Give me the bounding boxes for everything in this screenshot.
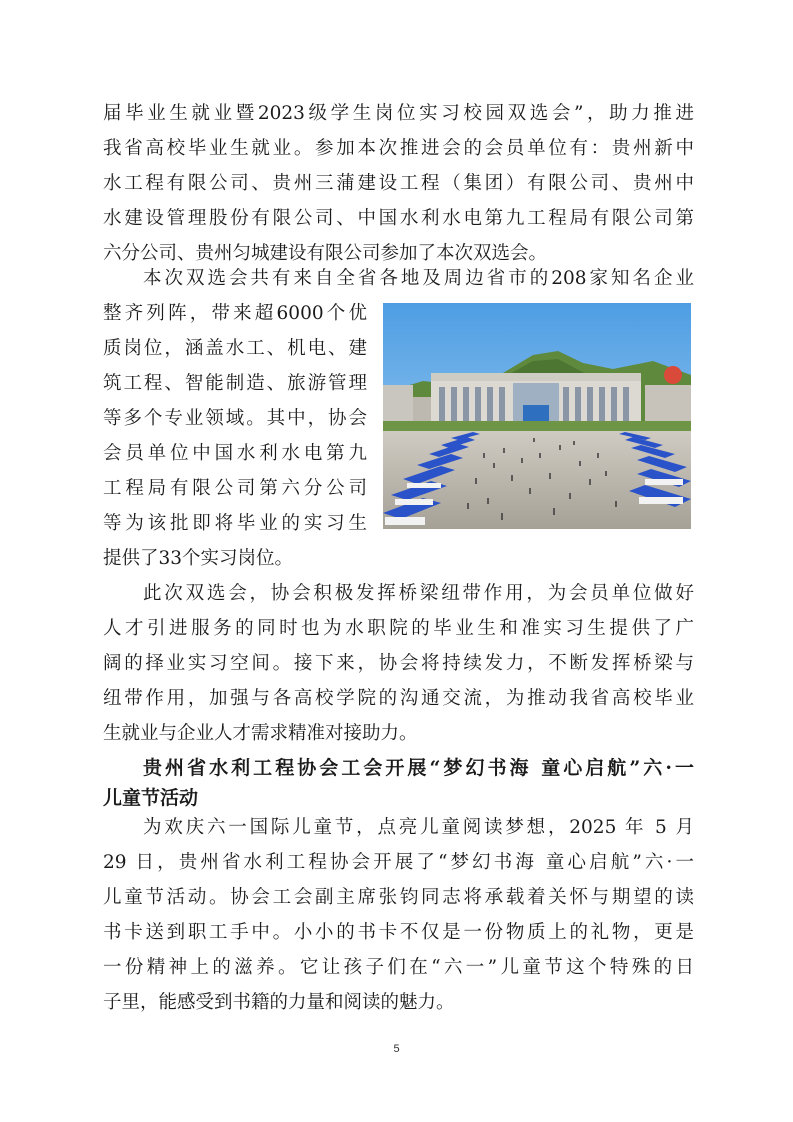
body-text-line: 六分公司、贵州匀城建设有限公司参加了本次双选会。 [103, 243, 548, 264]
body-text-line: 子里，能感受到书籍的力量和阅读的魅力。 [103, 992, 455, 1013]
body-text-line: 等为该批即将毕业的实习生 [103, 513, 367, 534]
body-text-line: 水建设管理股份有限公司、中国水利水电第九工程局有限公司第 [103, 208, 694, 229]
body-text-line: 筑工程、智能制造、旅游管理 [103, 373, 367, 394]
body-text-line: 此次双选会，协会积极发挥桥梁纽带作用，为会员单位做好 [143, 583, 694, 604]
body-text-line: 生就业与企业人才需求精准对接助力。 [103, 723, 418, 744]
body-text-line: 书卡送到职工手中。小小的书卡不仅是一份物质上的礼物，更是 [103, 922, 694, 943]
body-text-line: 29 日，贵州省水利工程协会开展了“梦幻书海 童心启航”六·一 [103, 852, 694, 873]
body-text-line: 工程局有限公司第六分公司 [103, 478, 367, 499]
body-text-line: 水工程有限公司、贵州三蒲建设工程（集团）有限公司、贵州中 [103, 173, 694, 194]
body-text-line: 届毕业生就业暨2023级学生岗位实习校园双选会”，助力推进 [103, 103, 694, 124]
body-text-line: 儿童节活动。协会工会副主席张钧同志将承载着关怀与期望的读 [103, 887, 694, 908]
job-fair-photo [383, 303, 691, 529]
section-heading-line2: 儿童节活动 [103, 787, 199, 809]
body-text-line: 整齐列阵，带来超6000个优 [103, 303, 367, 324]
body-text-line: 阔的择业实习空间。接下来，协会将持续发力，不断发挥桥梁与 [103, 653, 694, 674]
body-text-line: 我省高校毕业生就业。参加本次推进会的会员单位有：贵州新中 [103, 138, 694, 159]
body-text-line: 为欢庆六一国际儿童节，点亮儿童阅读梦想，2025 年 5 月 [143, 817, 694, 838]
body-text-line: 等多个专业领域。其中，协会 [103, 408, 367, 429]
body-text-line: 纽带作用，加强与各高校学院的沟通交流，为推动我省高校毕业 [103, 688, 694, 709]
body-text-line: 人才引进服务的同时也为水职院的毕业生和准实习生提供了广 [103, 618, 694, 639]
body-text-line: 提供了33个实习岗位。 [103, 548, 294, 569]
section-heading-line1: 贵州省水利工程协会工会开展“梦幻书海 童心启航”六·一 [143, 757, 694, 779]
body-text-line: 质岗位，涵盖水工、机电、建 [103, 338, 367, 359]
page-number: 5 [393, 1043, 400, 1055]
body-text-line: 会员单位中国水利水电第九 [103, 443, 367, 464]
body-text-line: 本次双选会共有来自全省各地及周边省市的208家知名企业 [143, 268, 694, 289]
body-text-line: 一份精神上的滋养。它让孩子们在“六一”儿童节这个特殊的日 [103, 957, 694, 978]
